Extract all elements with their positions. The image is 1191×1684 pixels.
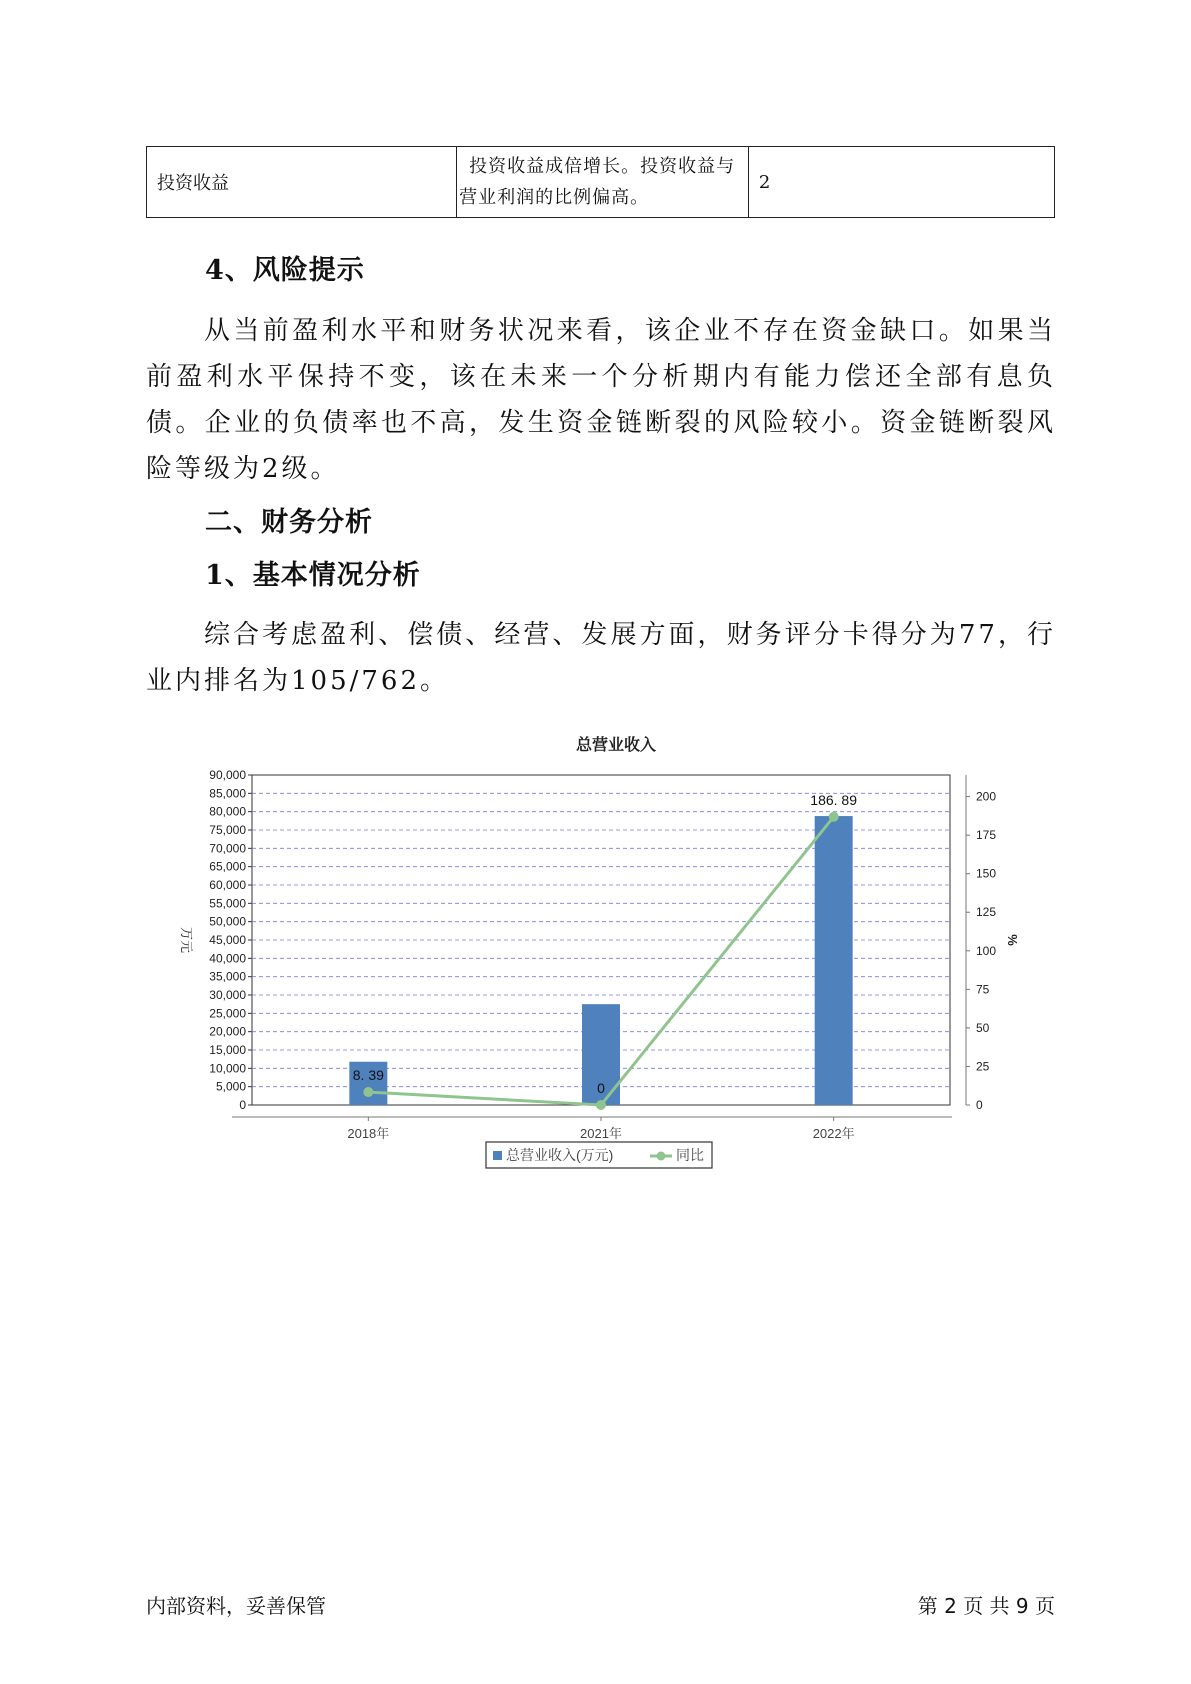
- yoy-data-label: 0: [597, 1080, 605, 1096]
- footer-confidential: 内部资料，妥善保管: [146, 1594, 326, 1618]
- y2-tick-label: 75: [976, 982, 990, 997]
- y-tick-label: 90,000: [209, 768, 246, 782]
- y2-tick-label: 175: [976, 828, 997, 843]
- y2-tick-label: 25: [976, 1059, 990, 1074]
- yoy-data-label: 186. 89: [810, 791, 858, 808]
- x-tick-label: 2022年: [812, 1126, 855, 1141]
- y2-axis-title: %: [1005, 934, 1020, 946]
- table-cell-description: [457, 147, 749, 218]
- y-tick-label: 65,000: [209, 859, 246, 874]
- y-tick-label: 30,000: [209, 988, 246, 1002]
- legend-swatch-yoy-dot: [657, 1152, 666, 1161]
- y2-tick-label: 50: [976, 1020, 990, 1035]
- revenue-chart-svg: [170, 730, 1050, 1190]
- y2-tick-label: 125: [976, 905, 997, 920]
- yoy-data-label: 8. 39: [352, 1067, 384, 1084]
- y2-tick-label: 200: [976, 789, 997, 804]
- finance-heading: 二、财务分析: [205, 507, 373, 538]
- table-cell-item: 投资收益: [147, 147, 457, 218]
- legend-swatch-revenue: [493, 1151, 502, 1160]
- x-tick-label: 2018年: [347, 1126, 390, 1141]
- description-line-1: 投资收益成倍增长。投资收益与: [469, 156, 736, 177]
- y-tick-label: 35,000: [209, 969, 246, 984]
- description-line-2: 营业利润的比例偏高。: [459, 187, 650, 208]
- y-tick-label: 55,000: [209, 896, 246, 911]
- risk-heading: 4、风险提示: [205, 255, 365, 286]
- y-tick-label: 50,000: [209, 914, 246, 929]
- legend-label-revenue: 总营业收入(万元): [506, 1147, 614, 1163]
- basic-paragraph: 综合考虑盈利、偿债、经营、发展方面，财务评分卡得分为77，行业内排名为105/762。: [146, 620, 1056, 696]
- risk-table: [146, 146, 1055, 218]
- y-tick-label: 60,000: [209, 878, 246, 892]
- y-tick-label: 45,000: [209, 933, 246, 947]
- y-tick-label: 25,000: [209, 1006, 246, 1021]
- risk-paragraph: 从当前盈利水平和财务状况来看，该企业不存在资金缺口。如果当前盈利水平保持不变，该在未来一个分析期内有能力偿还全部有息负债。企业的负债率也不高，发生资金链断裂的风险较小。资金链断裂风险等级为2级。: [146, 316, 1056, 484]
- revenue-bar: [815, 816, 853, 1105]
- yoy-point: [596, 1100, 606, 1110]
- y2-tick-label: 150: [976, 866, 997, 881]
- chart-title: 总营业收入: [575, 737, 657, 754]
- y-tick-label: 85,000: [209, 786, 246, 801]
- x-tick-label: 2021年: [580, 1126, 622, 1141]
- yoy-point: [363, 1087, 373, 1097]
- y-axis-title: 万元: [179, 926, 194, 954]
- y-tick-label: 75,000: [209, 823, 246, 837]
- basic-heading: 1、基本情况分析: [205, 560, 421, 591]
- revenue-chart: [170, 730, 1050, 1190]
- yoy-point: [829, 812, 839, 822]
- y-tick-label: 15,000: [209, 1043, 246, 1057]
- y-tick-label: 5,000: [215, 1079, 246, 1094]
- table-row: [147, 147, 1055, 218]
- y-tick-label: 70,000: [209, 841, 246, 856]
- table-cell-score: 2: [748, 147, 1054, 218]
- y-tick-label: 0: [239, 1098, 246, 1112]
- y-tick-label: 40,000: [209, 951, 246, 966]
- y-tick-label: 20,000: [209, 1024, 246, 1039]
- y2-tick-label: 0: [976, 1098, 983, 1112]
- legend-label-yoy: 同比: [676, 1147, 704, 1163]
- y2-tick-label: 100: [976, 943, 997, 958]
- footer-page-number: 第 2 页 共 9 页: [917, 1594, 1055, 1618]
- y-tick-label: 80,000: [209, 804, 246, 819]
- y-tick-label: 10,000: [209, 1061, 246, 1076]
